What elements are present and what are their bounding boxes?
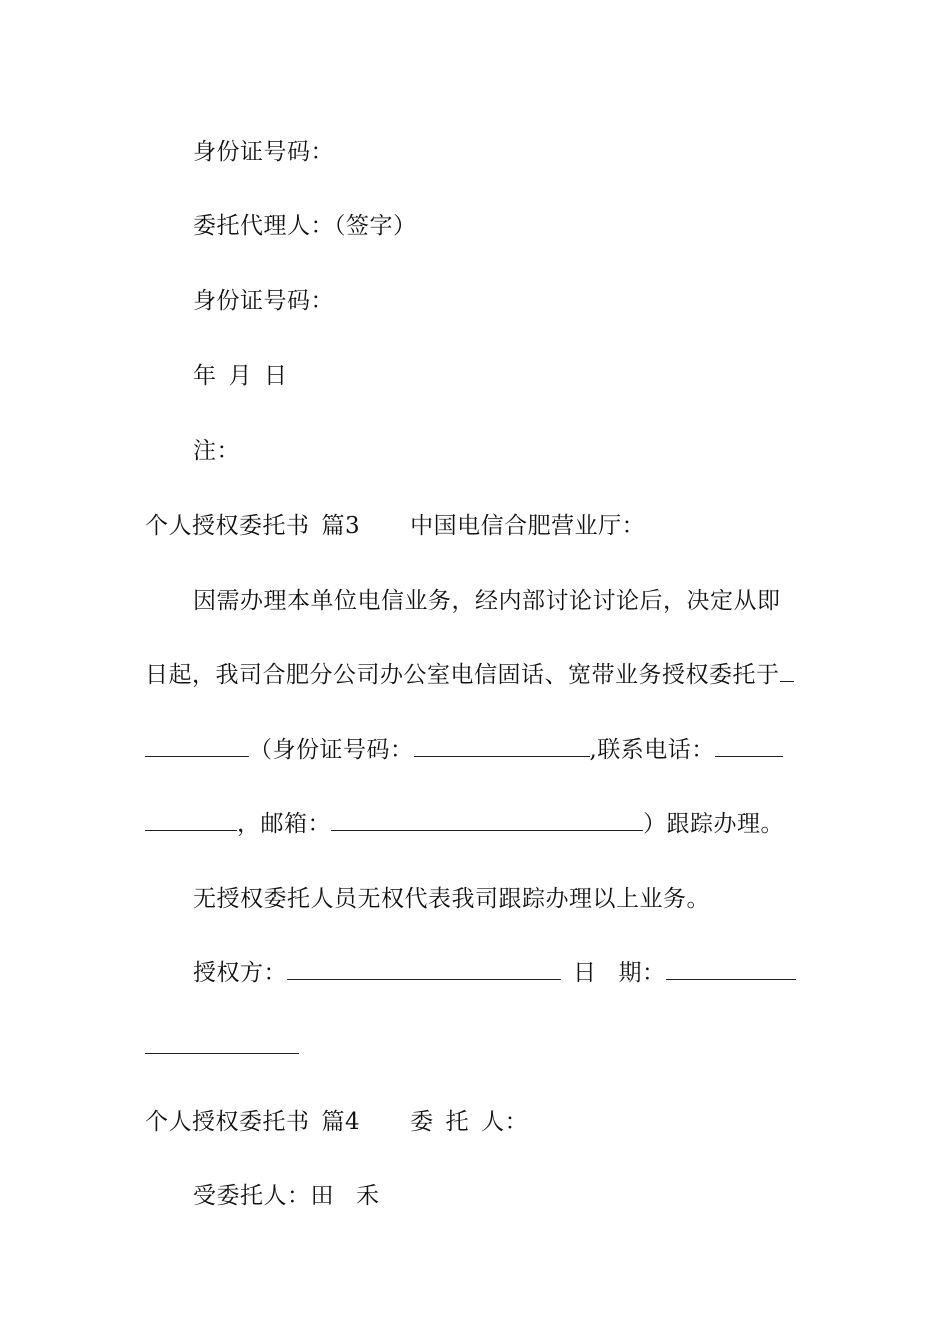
- principal-char-2: 托: [445, 1109, 470, 1135]
- id-label: （身份证号码：: [249, 737, 414, 763]
- agent-signature-line: [193, 211, 417, 241]
- section-title: 个人授权委托书: [145, 1109, 310, 1135]
- paragraph-line-1: 因需办理本单位电信业务，经内部讨论讨论后，决定从即: [193, 588, 781, 614]
- authorizer-label: 授权方：: [193, 960, 287, 986]
- id-number-label-1: 身份证号码：: [193, 139, 334, 165]
- section-number: 篇3: [321, 513, 361, 539]
- note-label: 注：: [193, 438, 240, 464]
- date-label-a: 日: [573, 960, 597, 986]
- date-blank-line: [145, 1032, 299, 1062]
- email-label: ，邮箱：: [237, 811, 331, 837]
- name-blank: [145, 736, 249, 757]
- phone-blank: [715, 736, 783, 757]
- paragraph-line-3: [145, 735, 783, 765]
- section-number: 篇4: [321, 1109, 361, 1135]
- agent-name-label: 受委托人：田: [193, 1183, 334, 1209]
- email-blank: [331, 810, 643, 831]
- agent-label: 委托代理人：: [193, 213, 334, 239]
- paragraph-end: ）跟踪办理。: [643, 811, 784, 837]
- authorizer-line: [193, 958, 796, 988]
- principal-char-1: 委: [410, 1109, 434, 1135]
- phone-blank-cont: [145, 810, 237, 831]
- phone-label: ,联系电话：: [589, 737, 715, 763]
- agent-name-char: 禾: [356, 1183, 380, 1209]
- id-blank: [414, 736, 590, 757]
- year-label: 年: [193, 363, 217, 389]
- section-3-heading: [145, 511, 645, 541]
- signature-note: （签字）: [334, 213, 417, 239]
- section-title: 个人授权委托书: [145, 513, 310, 539]
- section-4-heading: [145, 1107, 528, 1137]
- blank-field: [780, 661, 794, 682]
- paragraph-line-4: [145, 809, 784, 839]
- date-label-b: 期：: [618, 960, 666, 986]
- authorizer-blank: [287, 959, 561, 980]
- month-label: 月: [228, 363, 252, 389]
- day-label: 日: [264, 363, 288, 389]
- principal-char-3: 人：: [481, 1109, 529, 1135]
- id-number-label-2: 身份证号码：: [193, 288, 334, 314]
- paragraph-line-5: 无授权委托人员无权代表我司跟踪办理以上业务。: [193, 886, 710, 912]
- date-blank-cont: [145, 1033, 299, 1054]
- addressee: 中国电信合肥营业厅：: [410, 513, 646, 539]
- agent-name-line: [193, 1181, 380, 1211]
- paragraph-line-2: [145, 660, 794, 690]
- paragraph-text: 日起，我司合肥分公司办公室电信固话、宽带业务授权委托于: [145, 662, 780, 688]
- date-line: [193, 361, 288, 391]
- date-blank: [666, 959, 796, 980]
